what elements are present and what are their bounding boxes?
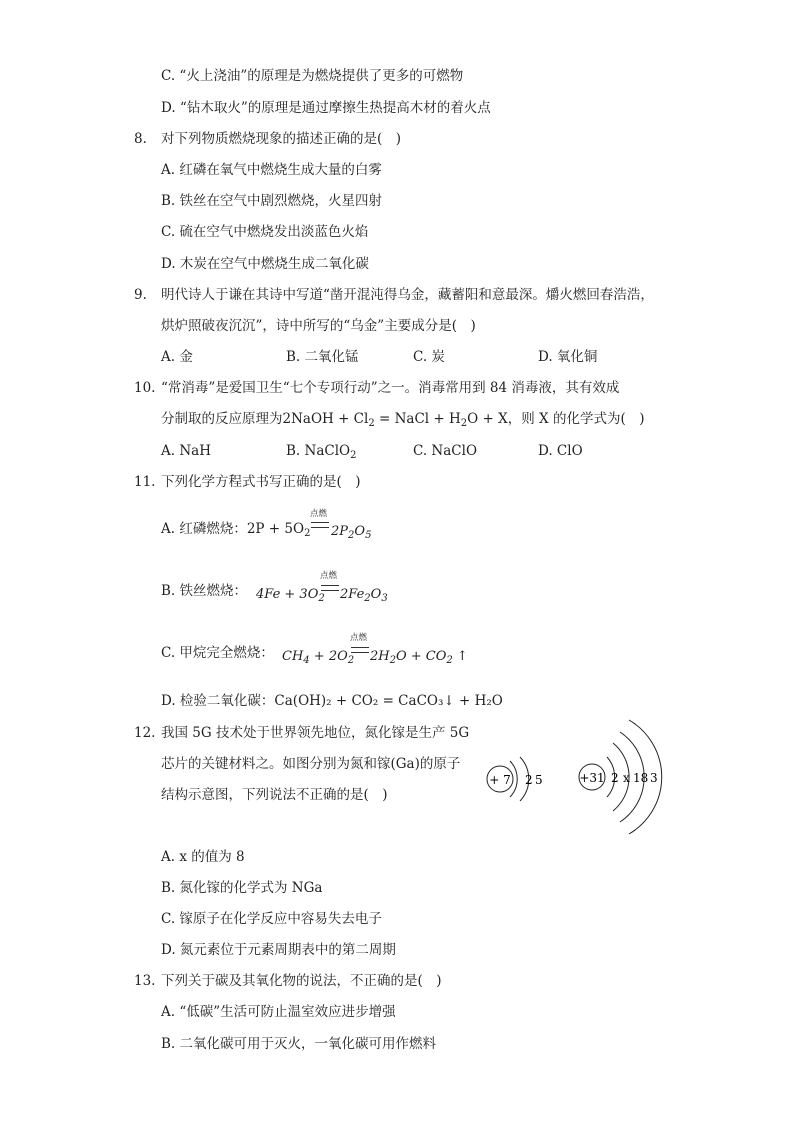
q9-stem-line2: 烘炉照破夜沉沉”，诗中所写的“乌金”主要成分是( ): [161, 318, 476, 334]
q13-option-b: B. 二氧化碳可用于灭火，一氧化碳可用作燃料: [161, 1036, 437, 1052]
q8-option-c: C. 硫在空气中燃烧发出淡蓝色火焰: [161, 224, 369, 240]
q12-option-c: C. 镓原子在化学反应中容易失去电子: [161, 911, 382, 927]
q11-c-right-arrow: ↑: [452, 649, 468, 664]
q10-equation-part3: O + X，则 X 的化学式为( ): [467, 411, 645, 427]
q10-option-b-sub: 2: [350, 450, 357, 461]
q13-number: 13.: [134, 973, 156, 989]
q10-stem-prefix: 分制取的反应原理为: [161, 411, 283, 427]
q8-option-d: D. 木炭在空气中燃烧生成二氧化碳: [161, 256, 369, 272]
q11-a-right-sub1: 2: [348, 530, 355, 541]
q11-option-d: D. 检验二氧化碳：Ca(OH)₂ + CO₂ = CaCO₃↓ + H₂O: [161, 693, 503, 709]
q10-sub-h: 2: [460, 418, 468, 429]
q11-option-c-left: [282, 648, 354, 670]
q10-option-d: D. ClO: [538, 443, 583, 459]
q11-option-b-right: [340, 586, 388, 608]
gallium-shell-4-electrons: 3: [650, 771, 658, 785]
q11-c-right-sub2: 2: [446, 655, 453, 666]
q11-c-right-sub: 2: [389, 655, 396, 666]
q11-a-right-p: 2P: [331, 524, 349, 539]
q11-b-bar-top: [321, 585, 339, 586]
q11-option-c-right: [370, 648, 468, 670]
q11-a-bar-top: [311, 522, 329, 523]
q10-option-b: [286, 442, 356, 465]
q11-number: 11.: [134, 474, 156, 490]
q11-b-right-sub2: 3: [381, 593, 388, 604]
q12-stem-line3: 结构示意图，下列说法不正确的是( ): [161, 787, 388, 803]
q10-option-a: A. NaH: [161, 443, 211, 459]
q9-option-d: D. 氧化铜: [538, 349, 598, 365]
q9-option-b: B. 二氧化锰: [286, 349, 359, 365]
q11-c-right-co: O + CO: [395, 649, 447, 664]
q8-number: 8.: [134, 131, 147, 147]
q11-b-right-o: O: [370, 587, 382, 602]
nitrogen-nucleus: + 7: [489, 773, 511, 787]
nitrogen-shell-1-electrons: 2: [525, 773, 533, 787]
q11-option-a-left: 2P + 5O: [246, 521, 305, 537]
q7-option-d: D. “钻木取火”的原理是通过摩擦生热提高木材的着火点: [161, 100, 491, 116]
nitrogen-shell-1: [510, 761, 517, 797]
q8-stem: 对下列物质燃烧现象的描述正确的是( ): [161, 131, 402, 147]
q7-option-c: C. “火上浇油”的原理是为燃烧提供了更多的可燃物: [161, 68, 464, 84]
q11-b-bar-bottom: [321, 590, 339, 591]
q8-option-a: A. 红磷在氧气中燃烧生成大量的白雾: [161, 162, 382, 178]
q10-option-b-text: B. NaClO: [286, 443, 351, 459]
q11-b-right-fe: 2Fe: [340, 587, 365, 602]
q11-c-left-sub: 4: [303, 655, 310, 666]
q12-option-b: B. 氮化镓的化学式为 NGa: [161, 880, 323, 896]
q11-c-right-h: 2H: [370, 649, 390, 664]
q10-stem-line2: [161, 410, 644, 433]
q11-c-left-o: + 2O: [309, 649, 348, 664]
nitrogen-shell-2-electrons: 5: [535, 773, 543, 787]
q11-b-condition: 点燃: [320, 571, 338, 581]
atom-structure-diagrams: [480, 712, 670, 847]
q9-stem-line1: 明代诗人于谦在其诗中写道“凿开混沌得乌金，藏蓄阳和意最深。爝火燃回春浩浩，: [161, 287, 654, 303]
q11-a-right-sub2: 5: [365, 530, 372, 541]
gallium-shell-2-electrons: x: [623, 771, 630, 785]
q11-option-a-right: [331, 523, 371, 545]
q12-stem-line2: 芯片的关键材料之。如图分别为氮和镓(Ga)的原子: [161, 756, 461, 772]
q10-number: 10.: [134, 380, 156, 396]
q11-b-left-sub: 2: [318, 593, 325, 604]
q11-a-bar-bottom: [311, 527, 329, 528]
q13-option-a: A. “低碳”生活可防止温室效应进步增强: [161, 1004, 396, 1020]
q11-b-left-text: 4Fe + 3O: [256, 587, 319, 602]
q11-b-right-sub1: 2: [364, 593, 371, 604]
q12-option-a: A. x 的值为 8: [161, 849, 245, 865]
q11-c-bar-top: [351, 647, 369, 648]
q11-c-left-sub2: 2: [347, 655, 355, 666]
q10-equation-part2: = NaCl + H: [374, 411, 461, 427]
gallium-shell-1-electrons: 2: [611, 771, 619, 785]
q11-c-bar-bottom: [351, 652, 369, 653]
q12-option-d: D. 氮元素位于元素周期表中的第二周期: [161, 942, 396, 958]
q9-number: 9.: [134, 287, 147, 303]
q13-stem: 下列关于碳及其氧化物的说法，不正确的是( ): [161, 973, 442, 989]
q10-equation-part1: 2NaOH + Cl: [282, 411, 369, 427]
q12-stem-line1: 我国 5G 技术处于世界领先地位，氮化镓是生产 5G: [161, 725, 470, 741]
q12-number: 12.: [134, 725, 156, 741]
q8-option-b: B. 铁丝在空气中剧烈燃烧，火星四射: [161, 193, 383, 209]
q10-stem-line1: “常消毒”是爱国卫生“七个专项行动”之一。消毒常用到 84 消毒液，其有效成: [161, 380, 620, 396]
q11-c-condition: 点燃: [350, 633, 368, 643]
q11-a-condition: 点燃: [310, 509, 328, 519]
q11-option-a-label: A. 红磷燃烧：: [161, 521, 247, 537]
q9-option-a: A. 金: [161, 349, 193, 365]
q9-option-c: C. 炭: [413, 349, 445, 365]
gallium-nucleus: +31: [579, 771, 605, 785]
q11-option-a-left-sub: 2: [304, 528, 311, 539]
q11-option-b-left: [256, 586, 325, 608]
q11-c-left-ch: CH: [282, 649, 304, 664]
q11-a-right-o: O: [354, 524, 366, 539]
q10-option-c: C. NaClO: [413, 443, 478, 459]
q11-option-a: [161, 520, 310, 543]
q11-stem: 下列化学方程式书写正确的是( ): [161, 474, 361, 490]
q11-option-b-label: B. 铁丝燃烧：: [161, 583, 248, 599]
q11-option-c-label: C. 甲烷完全燃烧：: [161, 645, 274, 661]
q10-sub-cl: 2: [368, 418, 375, 429]
gallium-shell-3-electrons: 18: [633, 771, 649, 785]
